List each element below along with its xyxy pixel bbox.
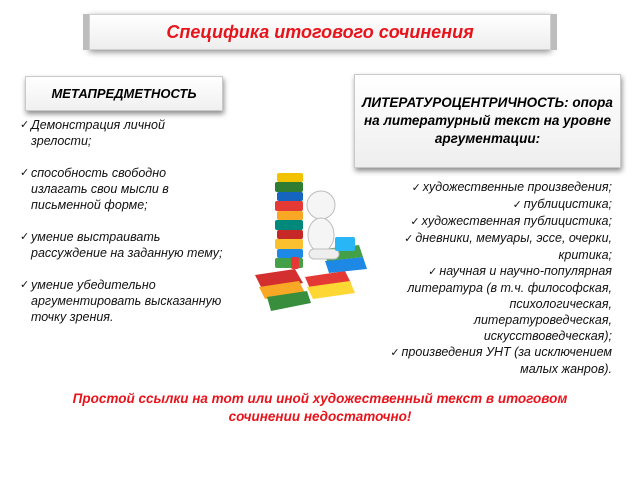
footer-note: Простой ссылки на тот или иной художественный текст в итоговом сочинении недостаточно! bbox=[72, 391, 568, 424]
checkmark-icon: ✓ bbox=[428, 266, 438, 278]
person-reading-books-illustration bbox=[255, 165, 370, 315]
list-item: ✓ публицистика; bbox=[512, 197, 612, 211]
literature-list bbox=[358, 179, 612, 377]
list-item: ✓ художественная публицистика; bbox=[410, 214, 612, 228]
literature-heading: ЛИТЕРАТУРОЦЕНТРИЧНОСТЬ: опора на литературный текст на уровне аргументации: bbox=[362, 95, 613, 146]
checkmark-icon: ✓ bbox=[410, 216, 420, 228]
list-item: ✓ способность свободно излагать свои мысли в письменной форме; bbox=[20, 166, 169, 212]
checkmark-icon: ✓ bbox=[20, 279, 30, 291]
checkmark-icon: ✓ bbox=[20, 167, 30, 179]
checkmark-icon: ✓ bbox=[20, 119, 30, 131]
list-item: ✓ художественные произведения; bbox=[411, 180, 612, 194]
checkmark-icon: ✓ bbox=[411, 182, 421, 194]
list-item: ✓ дневники, мемуары, эссе, очерки, критика; bbox=[404, 231, 612, 262]
title-banner bbox=[89, 14, 551, 50]
list-item: ✓ Демонстрация личной зрелости; bbox=[20, 118, 165, 148]
list-item: ✓ умение убедительно аргументировать высказанную точку зрения. bbox=[20, 278, 222, 324]
checkmark-icon: ✓ bbox=[20, 231, 30, 243]
list-item: ✓ произведения УНТ (за исключением малых жанров). bbox=[390, 345, 612, 376]
book-stack-icon bbox=[275, 173, 303, 268]
literature-heading-box bbox=[354, 74, 621, 168]
page-title: Специфика итогового сочинения bbox=[166, 21, 474, 42]
checkmark-icon: ✓ bbox=[512, 199, 522, 211]
list-item: ✓ научная и научно-популярная литература (в т.ч. философская, психологическая, литературоведческая, искусствоведческая); bbox=[407, 264, 612, 343]
list-item: ✓ умение выстраивать рассуждение на заданную тему; bbox=[20, 230, 223, 260]
metasubject-heading: МЕТАПРЕДМЕТНОСТЬ bbox=[51, 86, 197, 101]
checkmark-icon: ✓ bbox=[404, 233, 414, 245]
metasubject-heading-box bbox=[25, 76, 223, 111]
metasubject-list bbox=[20, 117, 225, 341]
checkmark-icon: ✓ bbox=[390, 347, 400, 359]
